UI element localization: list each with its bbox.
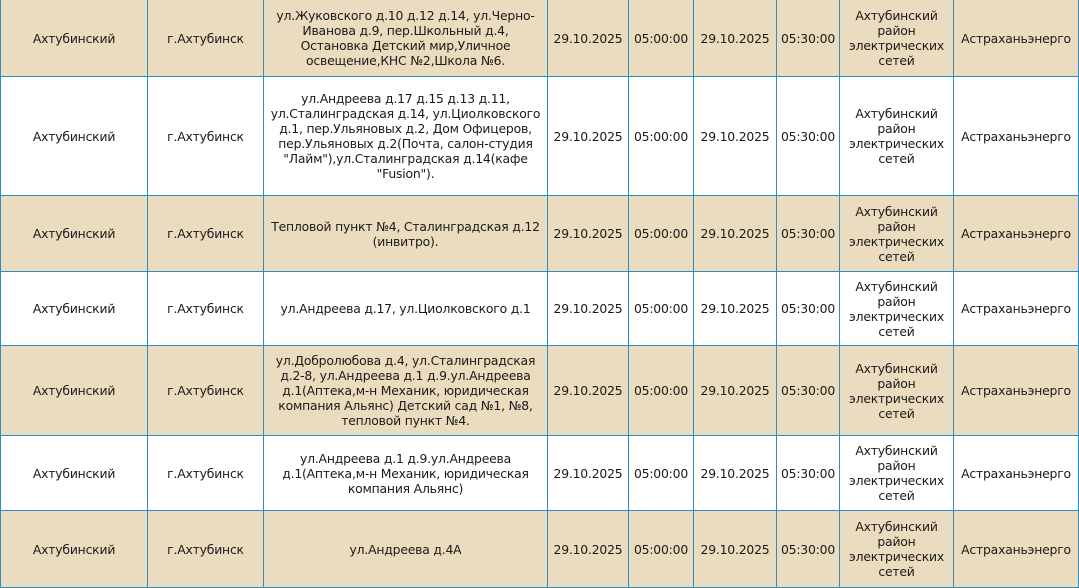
locality-cell: г.Ахтубинск [148,346,264,436]
end-time-cell: 05:30:00 [777,77,840,196]
res-cell: Ахтубинский район электрических сетей [840,511,954,588]
end-date-cell: 29.10.2025 [694,436,777,511]
table-row [1,196,1079,272]
end-date-cell: 29.10.2025 [694,196,777,272]
table-row [1,511,1079,588]
end-time-cell: 05:30:00 [777,272,840,346]
company-cell: Астраханьэнерго [954,436,1079,511]
locality-cell: г.Ахтубинск [148,272,264,346]
table-row [1,0,1079,77]
district-cell: Ахтубинский [1,0,148,77]
table-row [1,77,1079,196]
res-cell: Ахтубинский район электрических сетей [840,346,954,436]
district-cell: Ахтубинский [1,436,148,511]
res-cell: Ахтубинский район электрических сетей [840,436,954,511]
address-cell: ул.Андреева д.17, ул.Циолковского д.1 [264,272,548,346]
start-time-cell: 05:00:00 [629,346,694,436]
locality-cell: г.Ахтубинск [148,77,264,196]
address-cell: ул.Жуковского д.10 д.12 д.14, ул.Черно-Иванова д.9, пер.Школьный д.4, Остановка Детский мир,Уличное освещение,КНС №2,Школа №6. [264,0,548,77]
start-date-cell: 29.10.2025 [548,0,629,77]
start-time-cell: 05:00:00 [629,272,694,346]
start-date-cell: 29.10.2025 [548,346,629,436]
end-date-cell: 29.10.2025 [694,0,777,77]
company-cell: Астраханьэнерго [954,272,1079,346]
company-cell: Астраханьэнерго [954,0,1079,77]
end-time-cell: 05:30:00 [777,436,840,511]
table-row [1,346,1079,436]
company-cell: Астраханьэнерго [954,511,1079,588]
locality-cell: г.Ахтубинск [148,436,264,511]
end-time-cell: 05:30:00 [777,346,840,436]
start-time-cell: 05:00:00 [629,511,694,588]
company-cell: Астраханьэнерго [954,77,1079,196]
start-date-cell: 29.10.2025 [548,511,629,588]
address-cell: ул.Андреева д.1 д.9.ул.Андреева д.1(Аптека,м-н Механик, юридическая компания Альянс) [264,436,548,511]
start-time-cell: 05:00:00 [629,0,694,77]
start-date-cell: 29.10.2025 [548,436,629,511]
start-date-cell: 29.10.2025 [548,77,629,196]
end-date-cell: 29.10.2025 [694,346,777,436]
start-time-cell: 05:00:00 [629,436,694,511]
res-cell: Ахтубинский район электрических сетей [840,272,954,346]
district-cell: Ахтубинский [1,272,148,346]
res-cell: Ахтубинский район электрических сетей [840,196,954,272]
table-row [1,436,1079,511]
end-time-cell: 05:30:00 [777,511,840,588]
end-date-cell: 29.10.2025 [694,272,777,346]
address-cell: Тепловой пункт №4, Сталинградская д.12 (инвитро). [264,196,548,272]
end-date-cell: 29.10.2025 [694,77,777,196]
address-cell: ул.Андреева д.17 д.15 д.13 д.11, ул.Сталинградская д.14, ул.Циолковского д.1, пер.Ульяновых д.2, Дом Офицеров, пер.Ульяновых д.2(Почта, салон-студия "Лайм"),ул.Сталинградская д.14(кафе "Fusion"). [264,77,548,196]
address-cell: ул.Андреева д.4А [264,511,548,588]
company-cell: Астраханьэнерго [954,196,1079,272]
end-date-cell: 29.10.2025 [694,511,777,588]
res-cell: Ахтубинский район электрических сетей [840,0,954,77]
start-time-cell: 05:00:00 [629,77,694,196]
locality-cell: г.Ахтубинск [148,0,264,77]
res-cell: Ахтубинский район электрических сетей [840,77,954,196]
district-cell: Ахтубинский [1,511,148,588]
locality-cell: г.Ахтубинск [148,196,264,272]
locality-cell: г.Ахтубинск [148,511,264,588]
company-cell: Астраханьэнерго [954,346,1079,436]
start-date-cell: 29.10.2025 [548,196,629,272]
start-time-cell: 05:00:00 [629,196,694,272]
district-cell: Ахтубинский [1,77,148,196]
end-time-cell: 05:30:00 [777,196,840,272]
district-cell: Ахтубинский [1,346,148,436]
address-cell: ул.Добролюбова д.4, ул.Сталинградская д.2-8, ул.Андреева д.1 д.9.ул.Андреева д.1(Аптека,м-н Механик, юридическая компания Альянс) Детский сад №1, №8, тепловой пункт №4. [264,346,548,436]
table-row [1,272,1079,346]
start-date-cell: 29.10.2025 [548,272,629,346]
district-cell: Ахтубинский [1,196,148,272]
end-time-cell: 05:30:00 [777,0,840,77]
